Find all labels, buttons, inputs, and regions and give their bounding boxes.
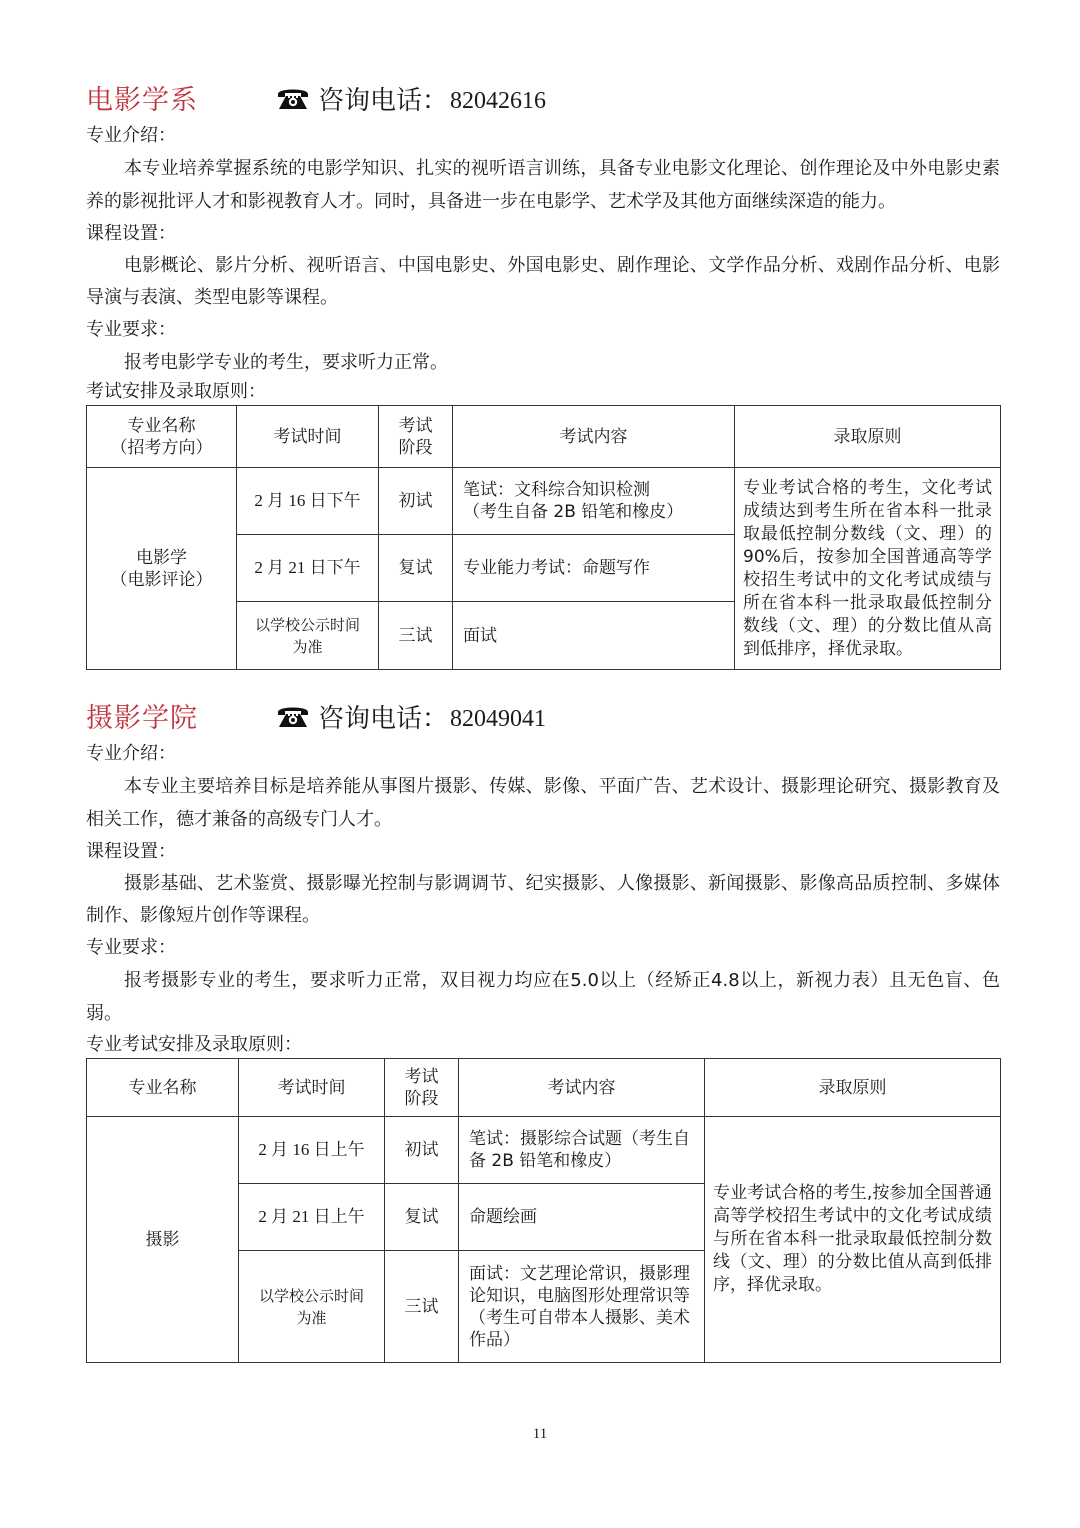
course-text: 摄影基础、艺术鉴赏、摄影曝光控制与影调调节、纪实摄影、人像摄影、新闻摄影、影像高品质控制、多媒体制作、影像短片创作等课程。 [86, 873, 1000, 926]
exam-time: 2 月 21 日上午 [239, 1184, 385, 1251]
page-number: 11 [532, 1426, 548, 1442]
film-department-section [86, 84, 1000, 670]
exam-time: 2 月 21 日下午 [237, 535, 379, 602]
department-header [86, 84, 1000, 124]
header-rule: 录取原则 [735, 406, 1001, 468]
requirement-label: 专业要求： [86, 937, 176, 958]
exam-table [86, 1058, 1001, 1363]
consult-phone [276, 702, 546, 736]
header-stage: 考试 阶段 [385, 1059, 459, 1117]
table-caption: 专业考试安排及录取原则： [86, 1034, 302, 1055]
department-title: 摄影学院 [86, 703, 198, 734]
major-name: 电影学 （电影评论） [87, 468, 237, 670]
exam-content: 专业能力考试：命题写作 [453, 535, 735, 602]
telephone-icon [276, 703, 310, 731]
header-content: 考试内容 [459, 1059, 705, 1117]
consult-phone [276, 84, 546, 118]
table-row [87, 1117, 1001, 1184]
phone-number: 82042616 [450, 88, 547, 114]
exam-time: 2 月 16 日上午 [239, 1117, 385, 1184]
exam-stage: 复试 [379, 535, 453, 602]
table-header-row [87, 406, 1001, 468]
phone-label: 咨询电话： [318, 86, 449, 116]
course-text: 电影概论、影片分析、视听语言、中国电影史、外国电影史、剧作理论、文学作品分析、戏剧作品分析、电影导演与表演、类型电影等课程。 [86, 255, 1000, 308]
header-content: 考试内容 [453, 406, 735, 468]
table-header-row [87, 1059, 1001, 1117]
photography-school-section [86, 702, 1000, 1363]
exam-time: 以学校公示时间为准 [239, 1251, 385, 1363]
exam-content: 笔试：文科综合知识检测 （考生自备 2B 铅笔和橡皮） [453, 468, 735, 535]
exam-stage: 三试 [385, 1251, 459, 1363]
course-label: 课程设置： [86, 223, 176, 244]
phone-label: 咨询电话： [318, 704, 449, 734]
exam-content: 面试：文艺理论常识，摄影理论知识，电脑图形处理常识等（考生可自带本人摄影、美术作品） [459, 1251, 705, 1363]
exam-content: 面试 [453, 602, 735, 670]
exam-content: 笔试：摄影综合试题（考生自备 2B 铅笔和橡皮） [459, 1117, 705, 1184]
intro-text: 本专业主要培养目标是培养能从事图片摄影、传媒、影像、平面广告、艺术设计、摄影理论研究、摄影教育及相关工作，德才兼备的高级专门人才。 [86, 776, 1000, 830]
intro-label: 专业介绍： [86, 125, 176, 146]
major-name: 摄影 [87, 1117, 239, 1363]
exam-content: 命题绘画 [459, 1184, 705, 1251]
admission-rule: 专业考试合格的考生,按参加全国普通高等学校招生考试中的文化考试成绩与所在省本科一批录取最低控制分数线（文、理）的分数比值从高到低排序，择优录取。 [705, 1117, 1001, 1363]
department-header [86, 702, 1000, 742]
exam-table [86, 405, 1001, 670]
table-caption: 考试安排及录取原则： [86, 381, 266, 402]
admission-rule: 专业考试合格的考生，文化考试成绩达到考生所在省本科一批录取最低控制分数线（文、理）的 90%后，按参加全国普通高等学校招生考试中的文化考试成绩与所在省本科一批录取最低控制分数线（文、理）的分数比值从高到低排序，择优录取。 [735, 468, 1001, 670]
header-rule: 录取原则 [705, 1059, 1001, 1117]
department-title: 电影学系 [86, 85, 198, 116]
intro-label: 专业介绍： [86, 743, 176, 764]
header-time: 考试时间 [239, 1059, 385, 1117]
exam-time: 以学校公示时间为准 [237, 602, 379, 670]
exam-stage: 初试 [385, 1117, 459, 1184]
requirement-label: 专业要求： [86, 319, 176, 340]
telephone-icon [276, 85, 310, 113]
requirement-text: 报考电影学专业的考生，要求听力正常。 [124, 352, 448, 373]
exam-stage: 三试 [379, 602, 453, 670]
header-major: 专业名称 （招考方向） [87, 406, 237, 468]
course-label: 课程设置： [86, 841, 176, 862]
phone-number: 82049041 [450, 706, 547, 732]
table-row [87, 468, 1001, 535]
intro-text: 本专业培养掌握系统的电影学知识、扎实的视听语言训练，具备专业电影文化理论、创作理论及中外电影史素养的影视批评人才和影视教育人才。同时，具备进一步在电影学、艺术学及其他方面继续深造的能力。 [86, 158, 1000, 212]
requirement-text: 报考摄影专业的考生，要求听力正常，双目视力均应在5.0以上（经矫正4.8以上，新视力表）且无色盲、色弱。 [86, 970, 1000, 1024]
exam-stage: 复试 [385, 1184, 459, 1251]
exam-time: 2 月 16 日下午 [237, 468, 379, 535]
header-major: 专业名称 [87, 1059, 239, 1117]
header-stage: 考试 阶段 [379, 406, 453, 468]
exam-stage: 初试 [379, 468, 453, 535]
header-time: 考试时间 [237, 406, 379, 468]
